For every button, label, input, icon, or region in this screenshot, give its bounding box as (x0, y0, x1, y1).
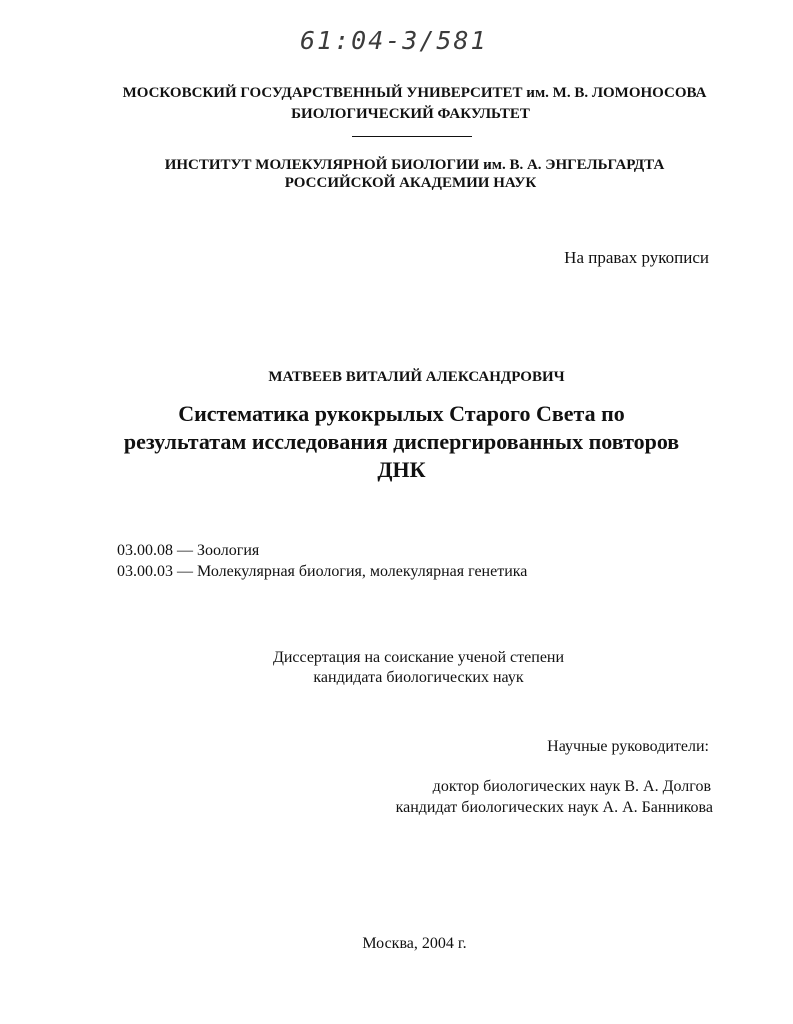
supervisors-label: Научные руководители: (547, 738, 709, 755)
thesis-title (5, 400, 793, 484)
dissertation-line-2: кандидата биологических наук (313, 669, 524, 686)
institute-line: ИНСТИТУТ МОЛЕКУЛЯРНОЙ БИОЛОГИИ им. В. А. ЭНГЕЛЬГАРДТА (164, 157, 665, 173)
university-line: МОСКОВСКИЙ ГОСУДАРСТВЕННЫЙ УНИВЕРСИТЕТ им. М. В. ЛОМОНОСОВА (122, 85, 707, 101)
dissertation-degree (22, 648, 793, 688)
city-year: Москва, 2004 г. (362, 935, 467, 952)
archive-stamp: 61:04-3/581 (300, 26, 488, 55)
title-line-1: Систематика рукокрылых Старого Света по (178, 401, 625, 426)
title-line-3: ДНК (377, 457, 426, 482)
specialty-item: 03.00.08 — Зоология (117, 542, 260, 559)
faculty-line: БИОЛОГИЧЕСКИЙ ФАКУЛЬТЕТ (291, 106, 530, 122)
author-name: МАТВЕЕВ ВИТАЛИЙ АЛЕКСАНДРОВИЧ (268, 369, 565, 385)
supervisor-name: доктор биологических наук В. А. Долгов (432, 778, 711, 795)
academy-line: РОССИЙСКОЙ АКАДЕМИИ НАУК (284, 175, 537, 191)
title-line-2: результатам исследования диспергированных повторов (123, 429, 680, 454)
supervisor-name: кандидат биологических наук А. А. Банникова (395, 799, 713, 816)
manuscript-rights: На правах рукописи (564, 248, 709, 267)
dissertation-line-1: Диссертация на соискание ученой степени (272, 649, 565, 666)
divider (352, 136, 472, 137)
specialty-item: 03.00.03 — Молекулярная биология, молекулярная генетика (117, 563, 528, 580)
